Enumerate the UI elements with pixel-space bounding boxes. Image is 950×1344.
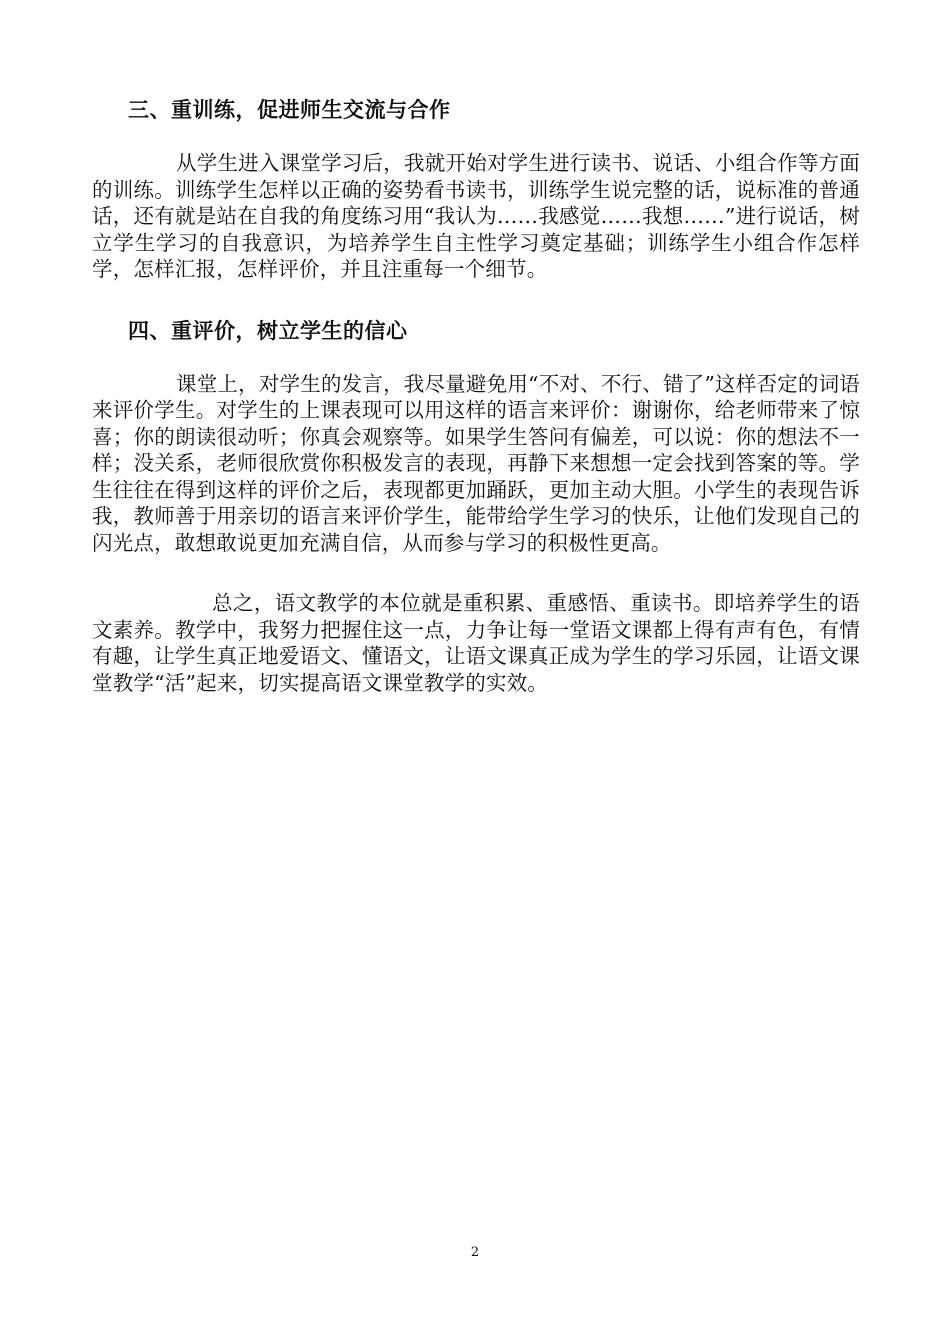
section-heading-training: 三、重训练，促进师生交流与合作	[128, 98, 451, 122]
conclusion-paragraph: 总之，语文教学的本位就是重积累、重感悟、重读书。即培养学生的语文素养。教学中，我努力把握住这一点，力争让每一堂语文课都上得有声有色，有情有趣，让学生真正地爱语文、懂语文，让语文课真正成为学生的学习乐园，让语文课堂教学“活”起来，切实提高语文课堂教学的实效。	[92, 591, 860, 695]
section-heading-evaluation: 四、重评价，树立学生的信心	[128, 318, 408, 343]
section-paragraph-evaluation: 课堂上，对学生的发言，我尽量避免用“不对、不行、错了”这样否定的词语来评价学生。对学生的上课表现可以用这样的语言来评价：谢谢你，给老师带来了惊喜；你的朗读很动听；你真会观察等。如果学生答问有偏差，可以说：你的想法不一样；没关系，老师很欣赏你积极发言的表现，再静下来想想一定会找到答案的等。学生往往在得到这样的评价之后，表现都更加踊跃，更加主动大胆。小学生的表现告诉我，教师善于用亲切的语言来评价学生，能带给学生学习的快乐，让他们发现自己的闪光点，敢想敢说更加充满自信，从而参与学习的积极性更高。	[92, 371, 860, 555]
page-number: 2	[470, 1245, 480, 1260]
document-page	[92, 96, 860, 730]
section-paragraph-training: 从学生进入课堂学习后，我就开始对学生进行读书、说话、小组合作等方面的训练。训练学生怎样以正确的姿势看书读书，训练学生说完整的话，说标准的普通话，还有就是站在自我的角度练习用“我认为……我感觉……我想……”进行说话，树立学生学习的自我意识，为培养学生自主性学习奠定基础；训练学生小组合作怎样学，怎样汇报，怎样评价，并且注重每一个细节。	[92, 151, 860, 281]
